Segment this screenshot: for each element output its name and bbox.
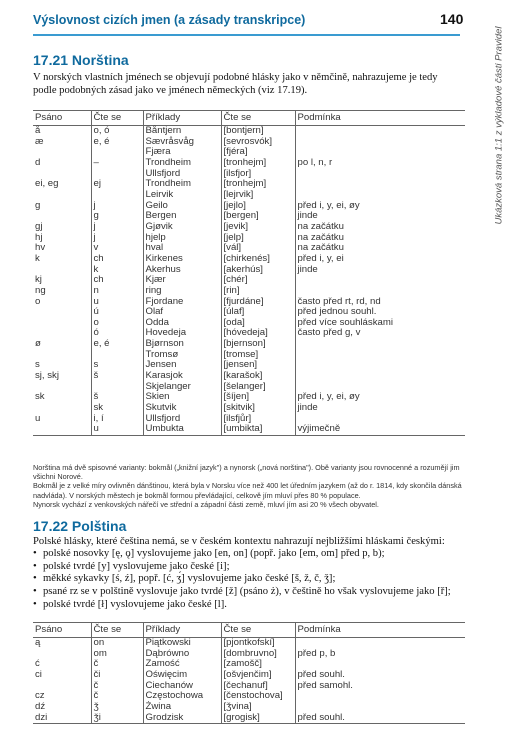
column-header: Psáno (33, 623, 91, 638)
table-cell: [čenstochova] (221, 691, 295, 702)
table-cell: [sevrosvók] (221, 137, 295, 148)
table-cell: j (91, 222, 143, 233)
side-note-text: Ukázková strana 1:1 z výkladové části Pravidel (493, 26, 505, 225)
table-cell: ú (91, 307, 143, 318)
notes-norwegian (33, 463, 463, 509)
table-row (33, 713, 465, 724)
table-cell: Ciechanów (143, 681, 221, 692)
table-cell: j (91, 201, 143, 212)
table-cell: [ilsfjor] (221, 169, 295, 180)
table-cell (33, 328, 91, 339)
table-cell: před souhl. (295, 670, 465, 681)
table-cell: před i, y, ei, øy (295, 201, 465, 212)
table-cell (295, 702, 465, 713)
table-cell: – (91, 158, 143, 169)
note-paragraph: Nynorsk vychází z venkovských nářečí ve střední a západní části země, mluví jím asi 20 % všech obyvatel. (33, 499, 379, 509)
table-row (33, 702, 465, 713)
table-cell (295, 339, 465, 350)
table-cell (295, 286, 465, 297)
table-cell: ci (35, 668, 42, 680)
table-norwegian (33, 110, 465, 436)
running-header-title: Výslovnost cizích jmen (a zásady transkripce) (33, 13, 306, 27)
table-cell: [tromse] (221, 350, 295, 361)
rules-list (33, 548, 473, 612)
column-header: Psáno (33, 111, 91, 126)
table-cell: u (91, 297, 143, 308)
table-cell (33, 190, 91, 201)
list-item: • polské nosovky [ę, ǫ] vyslovujeme jako [en, on] (popř. jako [em, om] před p, b); (33, 548, 473, 561)
table-cell (33, 403, 91, 414)
table-header-row (33, 111, 465, 126)
table-cell (295, 350, 465, 361)
table-cell: Leirvik (143, 190, 221, 201)
table-cell: před více souhláskami (295, 318, 465, 329)
table-cell: cz (35, 690, 45, 702)
table-cell: [pjontkofskí] (221, 638, 295, 649)
table-cell: e, é (91, 339, 143, 350)
table-cell: [umbikta] (221, 424, 295, 435)
table-cell: [fjurdáne] (221, 297, 295, 308)
table-cell: [jelp] (221, 233, 295, 244)
table-cell: ei, eg (35, 178, 59, 190)
table-cell: ø (35, 338, 41, 350)
table-cell: Fjordane (143, 297, 221, 308)
column-header: Čte se (91, 623, 143, 638)
table-cell: [chirkenés] (221, 254, 295, 265)
table-cell: [oda] (221, 318, 295, 329)
table-cell: [šelanger] (221, 382, 295, 393)
table-cell: Grodzisk (143, 713, 221, 724)
table-cell: [skitvik] (221, 403, 295, 414)
table-cell: [jevik] (221, 222, 295, 233)
table-cell: Ullsfjord (143, 169, 221, 180)
table-cell: Hovedeja (143, 328, 221, 339)
table-cell: g (35, 199, 41, 211)
table-cell: [tronhejm] (221, 179, 295, 190)
table-cell: on (91, 638, 143, 649)
table-cell: [bergen] (221, 211, 295, 222)
table-row (33, 137, 465, 148)
table-cell: s (35, 359, 40, 371)
list-item: • psané rz se v polštině vyslovuje jako tvrdé [ž] (psáno ż), v češtině ho však vyslovujeme jako [ř]; (33, 586, 473, 599)
table-cell: Trondheim (143, 179, 221, 190)
table-cell: [ǯvina] (221, 702, 295, 713)
table-cell: před souhl. (295, 713, 465, 724)
table-cell: často před rt, rd, nd (295, 297, 465, 308)
table-row (33, 638, 465, 649)
table-cell: Bergen (143, 211, 221, 222)
table-cell (295, 190, 465, 201)
table-cell (33, 424, 91, 435)
table-cell: o (91, 318, 143, 329)
table-cell: často před g, v (295, 328, 465, 339)
table-cell: dź (35, 700, 46, 712)
list-item: • polské tvrdé [y] vyslovujeme jako české [i]; (33, 561, 473, 574)
table-cell: na začátku (295, 222, 465, 233)
table-cell: hj (35, 231, 43, 243)
table-cell: å (35, 125, 41, 136)
table-cell (91, 350, 143, 361)
table-polish (33, 622, 465, 724)
table-cell: [zamošč] (221, 659, 295, 670)
table-cell: sk (91, 403, 143, 414)
table-cell: [jejlo] (221, 201, 295, 212)
table-cell: č (91, 681, 143, 692)
table-cell: s (91, 360, 143, 371)
table-cell: Ullsfjord (143, 414, 221, 425)
column-header: Podmínka (295, 111, 465, 126)
table-cell: sj, skj (35, 370, 59, 382)
table-cell: [rin] (221, 286, 295, 297)
table-cell: na začátku (295, 243, 465, 254)
table-cell: [bontjern] (221, 126, 295, 137)
table-cell: ng (35, 284, 46, 296)
table-cell: před i, y, ei, øy (295, 392, 465, 403)
table-cell: na začátku (295, 233, 465, 244)
table-cell (33, 350, 91, 361)
column-header: Čte se (221, 623, 295, 638)
table-cell: [čechanuf] (221, 681, 295, 692)
table-cell: j (91, 233, 143, 244)
header-divider (33, 34, 460, 36)
table-cell (91, 382, 143, 393)
table-cell: ą (35, 637, 41, 648)
table-cell: hjelp (143, 233, 221, 244)
table-cell: [ošvjenčim] (221, 670, 295, 681)
table-cell: Fjæra (143, 147, 221, 158)
table-cell: ó (91, 328, 143, 339)
table-row (33, 211, 465, 222)
side-note (487, 15, 507, 245)
table-cell: Geilo (143, 201, 221, 212)
table-cell: [hóvedeja] (221, 328, 295, 339)
table-cell: u (91, 424, 143, 435)
table-cell: Tromsø (143, 350, 221, 361)
table-cell: výjimečně (295, 424, 465, 435)
note-paragraph: Bokmål je z velké míry ovlivněn dánštinou, která byla v Norsku více než 400 let úředním jazykem (až do r. 1814, kdy skončila dánská nadvláda). V norských městech je bokmål formou převládající, celkově jím mluví přes 80 % populace. (33, 481, 462, 500)
table-row (33, 126, 465, 137)
table-cell: k (35, 252, 40, 264)
section-intro-norwegian: V norských vlastních jménech se objevují podobné hlásky jako v němčině, nahrazujeme je tedy podle podobných zásad jako ve jménech německých (viz 17.19). (33, 72, 438, 96)
list-item: • polské tvrdé [ł] vyslovujeme jako české [l]. (33, 599, 473, 612)
table-cell (33, 307, 91, 318)
table-cell (91, 190, 143, 201)
table-cell: hv (35, 242, 46, 254)
table-cell (295, 691, 465, 702)
table-cell: po l, n, r (295, 158, 465, 169)
table-cell: u (35, 412, 41, 424)
table-cell: Częstochowa (143, 691, 221, 702)
table-header-row (33, 623, 465, 638)
table-cell: g (91, 211, 143, 222)
table-cell: gj (35, 220, 43, 232)
table-cell: Akerhus (143, 265, 221, 276)
table-cell: om (91, 649, 143, 660)
table-cell: Trondheim (143, 158, 221, 169)
table-cell: Odda (143, 318, 221, 329)
table-cell: Skutvik (143, 403, 221, 414)
table-cell (295, 179, 465, 190)
table-cell: č (91, 659, 143, 670)
table-cell: Umbukta (143, 424, 221, 435)
table-cell: š (91, 392, 143, 403)
table-cell: Karasjok (143, 371, 221, 382)
section-intro-polish: Polské hlásky, které čeština nemá, se v českém kontextu nahrazují nejbližšími hláskami českými: (33, 536, 445, 547)
table-cell (33, 318, 91, 329)
table-cell: [tronhejm] (221, 158, 295, 169)
table-cell: hval (143, 243, 221, 254)
table-cell: [grogisk] (221, 713, 295, 724)
table-cell: š (91, 371, 143, 382)
table-cell: [vál] (221, 243, 295, 254)
table-cell: Båntjern (143, 126, 221, 137)
table-cell: [bjernson] (221, 339, 295, 350)
table-cell: před samohl. (295, 681, 465, 692)
table-cell: i, í (91, 414, 143, 425)
table-cell: ch (91, 254, 143, 265)
table-cell: Sævråsvåg (143, 137, 221, 148)
table-cell: e, é (91, 137, 143, 148)
table-cell: před i, y, ei (295, 254, 465, 265)
table-cell: ǯi (91, 713, 143, 724)
table-cell: [šíjen] (221, 392, 295, 403)
table-cell (33, 147, 91, 158)
table-cell: Dąbrówno (143, 649, 221, 660)
table-cell (295, 126, 465, 137)
table-cell: Zamość (143, 659, 221, 670)
table-cell: jinde (295, 403, 465, 414)
table-cell: [karašok] (221, 371, 295, 382)
table-cell: Bjørnson (143, 339, 221, 350)
section-title-polish: 17.22 Polština (33, 518, 127, 534)
column-header: Příklady (143, 111, 221, 126)
table-cell: æ (35, 135, 44, 147)
column-header: Podmínka (295, 623, 465, 638)
table-cell: Skien (143, 392, 221, 403)
table-cell: před p, b (295, 649, 465, 660)
table-cell: Gjøvik (143, 222, 221, 233)
table-cell: [úlaf] (221, 307, 295, 318)
table-cell (295, 638, 465, 649)
table-cell: o (35, 295, 41, 307)
table-cell: sk (35, 391, 45, 403)
table-row (33, 222, 465, 233)
column-header: Čte se (221, 111, 295, 126)
table-cell: Piątkowski (143, 638, 221, 649)
table-cell: o, ó (91, 126, 143, 137)
table-cell (33, 649, 91, 660)
table-cell: [fjéra] (221, 147, 295, 158)
table-row (33, 190, 465, 201)
page-number: 140 (440, 11, 464, 27)
table-cell: č (91, 691, 143, 702)
column-header: Příklady (143, 623, 221, 638)
table-cell: [jensen] (221, 360, 295, 371)
table-cell: Kirkenes (143, 254, 221, 265)
table-cell: v (91, 243, 143, 254)
table-row (33, 424, 465, 435)
table-cell: či (91, 670, 143, 681)
table-cell: n (91, 286, 143, 297)
table-cell (295, 360, 465, 371)
table-cell: ej (91, 179, 143, 190)
note-paragraph: Norština má dvě spisovné varianty: bokmål („knižní jazyk") a nynorsk („nová norština"). Obě varianty jsou rovnocenné a rozumějí jim všichni Norové. (33, 463, 460, 482)
table-cell (295, 169, 465, 180)
table-cell (295, 371, 465, 382)
table-cell: Jensen (143, 360, 221, 371)
table-row (33, 254, 465, 265)
table-cell: Skjelanger (143, 382, 221, 393)
table-cell: [lejrvik] (221, 190, 295, 201)
table-cell: Oświęcim (143, 670, 221, 681)
table-cell: ǯ (91, 702, 143, 713)
list-item: • měkké sykavky [ś, ź], popř. [ć, ʒ́] vyslovujeme jako české [š, ž, č, ǯ]; (33, 573, 473, 586)
section-title-norwegian: 17.21 Norština (33, 52, 129, 68)
table-cell: [dombruvno] (221, 649, 295, 660)
table-cell: jinde (295, 265, 465, 276)
table-cell (295, 275, 465, 286)
table-cell: ch (91, 275, 143, 286)
table-cell: k (91, 265, 143, 276)
table-cell: před jednou souhl. (295, 307, 465, 318)
table-cell: d (35, 156, 41, 168)
table-cell: [chér] (221, 275, 295, 286)
column-header: Čte se (91, 111, 143, 126)
table-cell (295, 137, 465, 148)
table-row (33, 286, 465, 297)
table-cell: ring (143, 286, 221, 297)
table-cell: kj (35, 274, 42, 286)
table-cell: Olaf (143, 307, 221, 318)
table-cell: ć (35, 658, 40, 670)
table-cell: Kjær (143, 275, 221, 286)
table-cell: dzi (35, 711, 48, 723)
table-cell: [akerhús] (221, 265, 295, 276)
table-cell: [ilsfjůr] (221, 414, 295, 425)
table-cell: jinde (295, 211, 465, 222)
table-cell: Żwina (143, 702, 221, 713)
